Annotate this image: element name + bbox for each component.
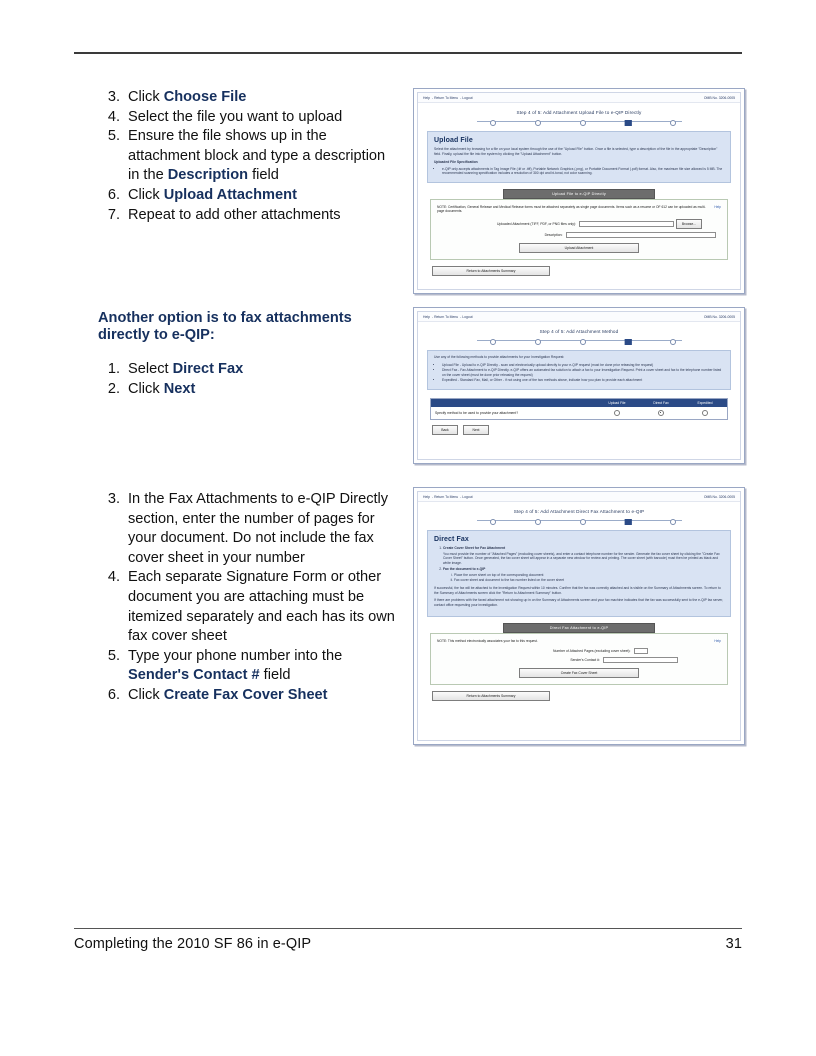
footer-title: Completing the 2010 SF 86 in e-QIP [74,936,312,952]
step-text: Click [128,686,164,703]
method-table-row [431,407,727,419]
direct-fax-info-panel [427,530,731,617]
instruction-step [98,88,398,108]
nav-logout-link[interactable]: Logout [462,315,473,319]
step-text: Click [128,380,164,397]
step-text: Ensure the file shows up in the attachment block and type a description in the [128,128,386,184]
step-title: Step 4 of 5: Add Attachment Upload File to e-QIP Directly [516,110,642,115]
step-number: 6. [107,686,120,703]
step-number: 6. [107,186,120,203]
step-emphasis: Direct Fax [172,361,244,377]
navigation-buttons [432,425,740,435]
screenshot-attachment-method [413,307,745,464]
panel-bullets [434,167,724,176]
panel-bullet: • Upload File - Upload to e-QIP Directly - scan and electronically upload directly to your e-QIP request (must be done prior releasing the request) [442,363,724,368]
app-navbar [418,312,740,322]
return-to-attachments-summary-button[interactable]: Return to Attachments Summary [432,266,550,276]
header-rule [74,52,742,54]
omb-number: OMB No. 3206-0005 [703,96,735,100]
panel-substep: i. Place the cover sheet on top of the corresponding document [454,573,724,578]
instruction-step [98,186,398,206]
step-text: Select [128,361,173,377]
step-text: field [248,167,279,184]
panel-title: Upload File [434,137,473,144]
omb-number: OMB No. 3206-0005 [703,495,735,499]
panel-substep: ii. Fax cover sheet and document to the fax number listed on the cover sheet [454,578,724,583]
radio-upload-file[interactable] [614,410,620,416]
panel-step-1-heading: Create Cover Sheet for Fax Attachment [443,546,506,550]
browse-button[interactable]: Browse... [676,219,702,229]
section-tab-direct-fax: Direct Fax Attachment to e-QIP [503,623,655,633]
step-number: 1. [107,361,120,377]
method-question: Specify method to be used to provide your attachment? [435,410,519,415]
instruction-step [98,490,398,568]
progress-track [477,118,682,125]
panel-intro: Select the attachment by browsing for a file on your local system through the use of the "Upload File" button. Once a file is selected, type a description of the file in the appropriate "Description" field. Finally, upload the file into the system by clicking the "Upload Attachment" button. [434,147,718,156]
upload-form [430,199,728,260]
step-text: In the Fax Attachments to e-QIP Directly section, enter the number of pages for your document. Do not include the fax cover sheet in your number [128,491,389,566]
step-number: 4. [107,108,120,125]
step-number: 3. [107,491,120,507]
form-help-link[interactable]: Help [714,638,721,643]
section-tab-upload: Upload File to e-QIP Directly [503,189,655,199]
form-note: NOTE: Certification, General Release and Medical Release forms must be attached separately as single page documents. Items such as a resume or OF 612 can be uploaded as multi-page documents. [437,204,706,214]
steps-list-1 [98,88,398,225]
back-button[interactable]: Back [432,425,458,435]
attachment-method-info-panel [427,350,731,390]
panel-bullet: • Expedited - Standard Fax, Mail, or Other - if not using one of the two methods above, indicate how you plan to provide each attachment [442,378,724,383]
form-help-link[interactable]: Help [714,204,721,209]
step-text: Click [128,186,164,203]
step-title: Step 4 of 5: Add Attachment Method [539,329,619,334]
panel-bullets [434,363,724,383]
description-label: Description: [544,232,563,237]
step-number: 5. [107,647,120,664]
sender-contact-label: Sender's Contact #: [570,657,600,662]
panel-intro: Use any of the following methods to provide attachments for your Investigation Request: [434,355,565,359]
nav-links: Help - Return To Menu - Logout [423,315,473,319]
sender-field-row [437,657,721,663]
panel-bullet: • e-QIP only accepts attachments in Tag Image File (.tif or .tiff), Portable Network Graphics (.png), or Portable Document Format (.pdf) format. Also, the maximum file size allowed is 5 MB. The recommended scanning specification includes a resolution of 300 dpi and bi-tonal, not color scanning. [442,167,724,176]
nav-logout-link[interactable]: Logout [462,96,473,100]
instruction-step [98,108,398,128]
radio-direct-fax[interactable] [658,410,664,416]
steps-list-2 [98,360,398,399]
screenshot-direct-fax [413,487,745,745]
column-upload-file: Upload File [608,400,626,405]
pages-input[interactable] [634,648,648,654]
form-note-row [437,205,721,214]
pages-label: Number of Attached Pages (excluding cover sheet): [553,648,631,653]
nav-links: Help - Return To Menu - Logout [423,96,473,100]
column-direct-fax: Direct Fax [653,400,669,405]
footer-rule [74,928,742,929]
step-emphasis: Choose File [163,89,247,105]
instruction-step [98,568,398,646]
instruction-block-3 [98,490,398,706]
panel-paragraph-1: If successful, the fax will be attached to the Investigation Request within 10 minutes. Confirm that the fax was correctly attached and is visible on the Summary of Attachments screen. To return to the Summary of Attachments screen click the "Return to Attachment Summary" button. [434,586,721,595]
step-number: 4. [107,569,120,586]
step-text: Select the file you want to upload [128,108,343,125]
pages-field-row [437,648,721,654]
step-emphasis: Upload Attachment [163,186,297,203]
file-field-row [437,219,721,229]
progress-track [477,517,682,524]
instruction-step [98,206,398,226]
nav-return-link[interactable]: Return To Menu [434,96,459,100]
method-选-table [430,398,728,420]
step-indicator [418,103,740,128]
step-text: Each separate Signature Form or other document you are attaching must be itemized separately and each has its own fax cover sheet [128,569,395,645]
instruction-step [98,647,398,686]
step-emphasis: Sender's Contact # [128,667,260,684]
file-path-input[interactable] [579,221,674,227]
description-input[interactable] [566,232,716,238]
radio-cell-direct-fax[interactable] [639,410,683,416]
step-number: 5. [107,128,120,145]
step-number: 3. [107,89,120,105]
screenshot-upload-file [413,88,745,294]
nav-links: Help - Return To Menu - Logout [423,495,473,499]
steps-list-3 [98,490,398,706]
panel-paragraph-2: If there are problems with the faxed attachment not showing up in on the Summary of Attachments screen and your fax machine indicates that the fax was successfully sent to the e-QIP fax server, contact office requesting your investigation. [434,598,724,607]
upload-file-info-panel [427,131,731,183]
instruction-step [98,380,398,400]
step-text: field [259,667,291,684]
nav-logout-link[interactable]: Logout [462,495,473,499]
radio-cell-expedited[interactable] [683,410,727,416]
method-table-header [431,399,727,407]
block2-heading: Another option is to fax attachments directly to e-QIP: [98,310,352,343]
step-emphasis: Create Fax Cover Sheet [163,686,328,703]
panel-subheading: Uploaded File Specification [434,160,478,165]
page-number: 31 [725,936,742,952]
radio-expedited[interactable] [702,410,708,416]
nav-help-link[interactable]: Help [423,96,430,100]
form-note-row [437,639,721,643]
column-expedited: Expedited [697,400,713,405]
step-number: 2. [107,380,120,397]
page-footer [74,936,742,952]
create-fax-cover-sheet-button[interactable]: Create Fax Cover Sheet [519,668,639,678]
app-navbar [418,492,740,502]
step-emphasis: Description [167,167,249,184]
file-field-label: Uploaded Attachment (TIFF, PDF, or PNG files only): [497,221,576,226]
step-indicator [418,502,740,527]
step-number: 7. [107,206,120,223]
panel-step-2-subitems [443,573,724,582]
step-emphasis: Next [163,380,196,397]
radio-cell-upload-file[interactable] [595,410,639,416]
step-text: Repeat to add other attachments [128,206,341,223]
nav-return-link[interactable]: Return To Menu [434,495,459,499]
step-indicator [418,322,740,347]
nav-return-link[interactable]: Return To Menu [434,315,459,319]
panel-step-1 [443,546,724,565]
instruction-step [98,127,398,186]
form-note: NOTE: This method electronically associates your fax to this request. [437,638,538,643]
nav-help-link[interactable]: Help [423,315,430,319]
panel-step-2-heading: Fax the document to e-QIP [443,567,486,572]
description-field-row [437,232,721,238]
nav-help-link[interactable]: Help [423,495,430,499]
progress-track [477,337,682,344]
panel-title: Direct Fax [434,536,469,543]
instruction-block-1 [98,88,398,225]
panel-bullet: • Direct Fax - Fax Attachment to e-QIP Directly. e-QIP offers an automated fax solution to attach a fax to your Investigation Request. Print a cover sheet and fax to the telephone number listed on the cover sheet (must be done prior releasing the request) [442,368,724,377]
app-navbar [418,93,740,103]
instruction-block-2 [98,310,398,399]
omb-number: OMB No. 3206-0005 [703,315,735,319]
step-text: Click [128,89,164,105]
panel-step-1-body: You must provide the number of "Attached Pages" (excluding cover sheets), and enter a contact telephone number for the sender. Generate the fax cover sheet by clicking the "Create Fax Cover Sheet" button. Once generated, the fax cover sheet will appear in a separate new window for review and printing. The cover sheet (with barcode) must then be printed as black and white image. [443,551,720,565]
direct-fax-form [430,633,728,685]
instruction-step [98,686,398,706]
step-title: Step 4 of 5: Add Attachment Direct Fax Attachment to e-QIP [513,509,645,514]
step-text: Type your phone number into the [128,647,343,664]
next-button[interactable]: Next [463,425,489,435]
instruction-step [98,360,398,380]
panel-step-2 [443,567,724,582]
return-to-attachments-summary-button[interactable]: Return to Attachments Summary [432,691,550,701]
sender-contact-input[interactable] [603,657,678,663]
upload-attachment-button[interactable]: Upload Attachment [519,243,639,253]
panel-steps [434,546,724,582]
